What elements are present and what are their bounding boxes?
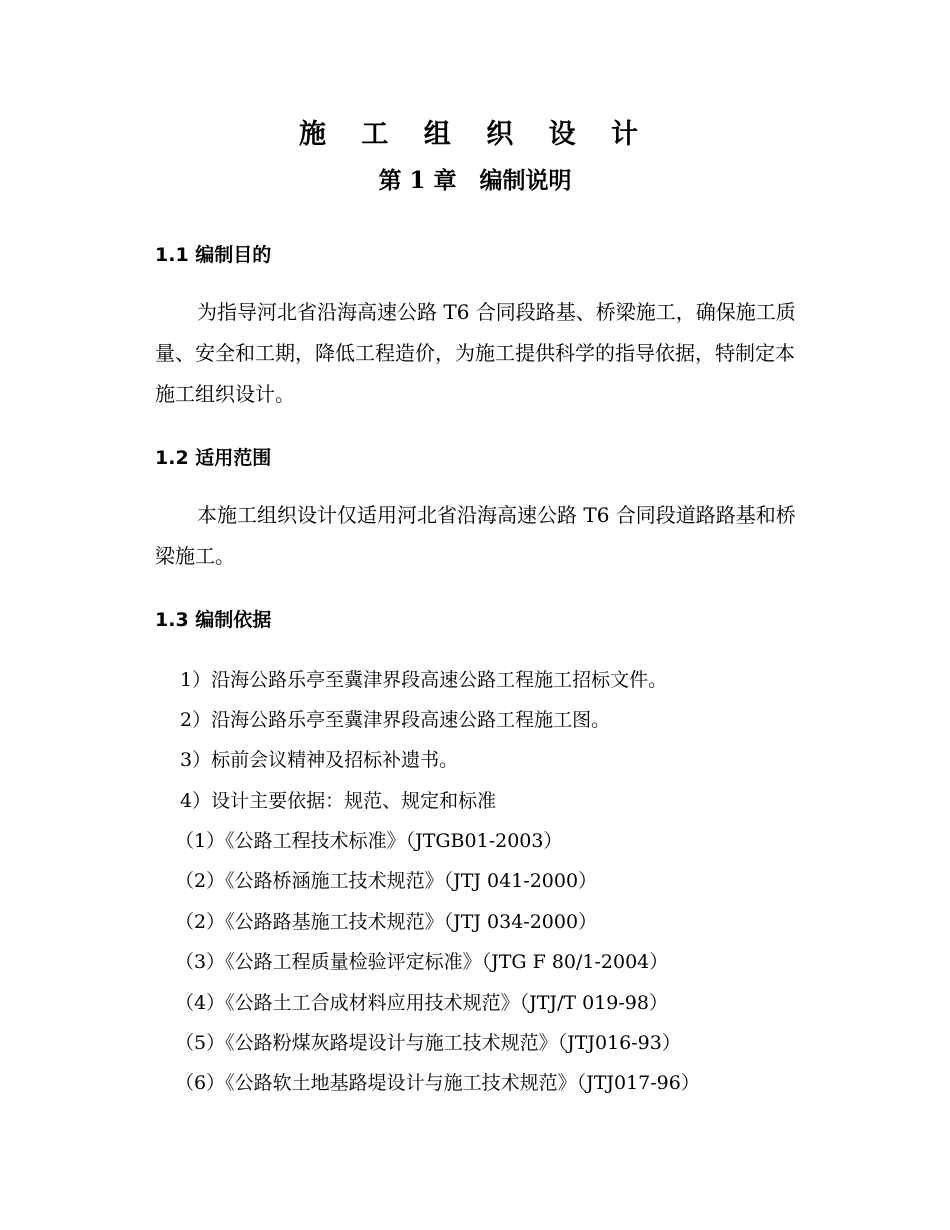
section-paragraph-1-1 <box>155 292 852 415</box>
basis-item: 4）设计主要依据：规范、规定和标准 <box>180 790 497 812</box>
basis-item: 3）标前会议精神及招标补遗书。 <box>180 749 459 771</box>
section-paragraph-1-2 <box>155 495 852 577</box>
standard-item: （5）《公路粉煤灰路堤设计与施工技术规范》（JTJ016-93） <box>175 1032 681 1054</box>
chapter-heading: 第 1 章 编制说明 <box>378 167 572 194</box>
paragraph-line: 为指导河北省沿海高速公路 T6 合同段路基、桥梁施工，确保施工质 <box>177 300 796 324</box>
basis-item: 1）沿海公路乐亭至冀津界段高速公路工程施工招标文件。 <box>180 669 668 691</box>
document-title: 施 工 组 织 设 计 <box>299 119 651 150</box>
section-heading-1-2: 1.2 适用范围 <box>155 447 272 469</box>
section-heading-1-1: 1.1 编制目的 <box>155 244 272 266</box>
section-heading-1-3: 1.3 编制依据 <box>155 609 272 631</box>
paragraph-line: 量、安全和工期，降低工程造价，为施工提供科学的指导依据，特制定本 <box>155 341 795 365</box>
standard-item: （3）《公路工程质量检验评定标准》（JTG F 80/1-2004） <box>175 951 669 973</box>
paragraph-line: 施工组织设计。 <box>155 382 295 406</box>
standard-item: （1）《公路工程技术标准》（JTGB01-2003） <box>175 830 563 852</box>
standard-item: （2）《公路路基施工技术规范》（JTJ 034-2000） <box>175 911 598 933</box>
paragraph-line: 梁施工。 <box>155 544 235 568</box>
standard-item: （4）《公路土工合成材料应用技术规范》（JTJ/T 019-98） <box>175 992 668 1014</box>
standard-item: （2）《公路桥涵施工技术规范》（JTJ 041-2000） <box>175 870 598 892</box>
standard-item: （6）《公路软土地基路堤设计与施工技术规范》（JTJ017-96） <box>175 1072 700 1094</box>
paragraph-line: 本施工组织设计仅适用河北省沿海高速公路 T6 合同段道路路基和桥 <box>177 503 796 527</box>
basis-item: 2）沿海公路乐亭至冀津界段高速公路工程施工图。 <box>180 709 611 731</box>
